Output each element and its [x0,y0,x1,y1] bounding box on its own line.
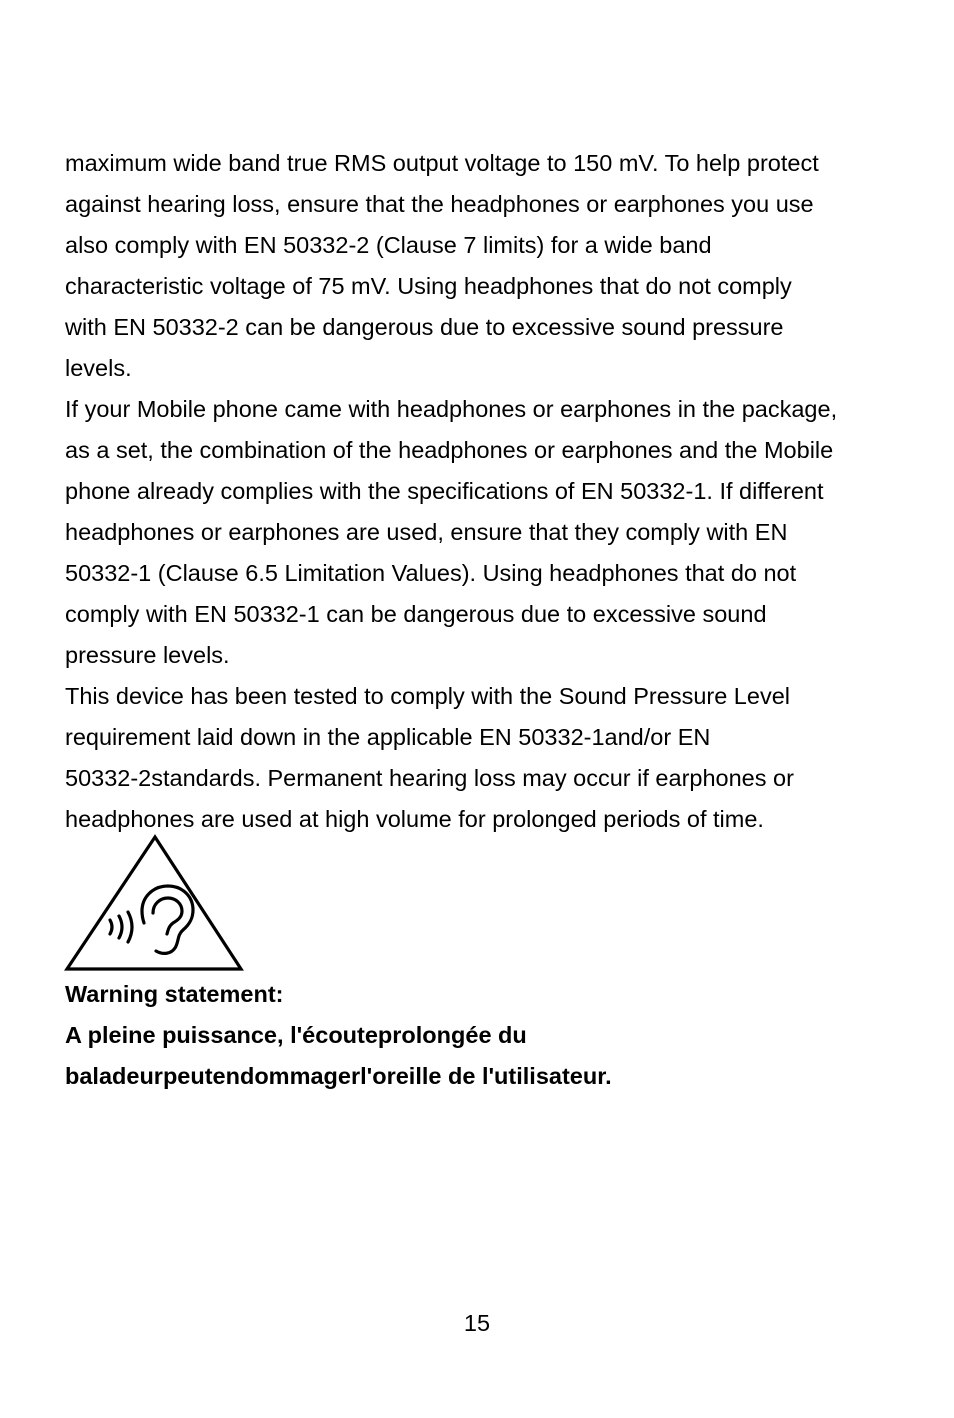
warning-line: baladeurpeutendommagerl'oreille de l'utilisateur. [65,1063,612,1089]
text-line: This device has been tested to comply with the Sound Pressure Level [65,683,790,709]
text-line: maximum wide band true RMS output voltage to 150 mV. To help protect [65,150,819,176]
text-line: comply with EN 50332-1 can be dangerous due to excessive sound [65,601,767,627]
body-text [65,143,895,840]
text-line: headphones or earphones are used, ensure that they comply with EN [65,519,788,545]
text-line: against hearing loss, ensure that the headphones or earphones you use [65,191,814,217]
text-line: levels. [65,355,132,381]
text-line: If your Mobile phone came with headphones or earphones in the package, [65,396,838,422]
text-line: phone already complies with the specifications of EN 50332-1. If different [65,478,824,504]
paragraph-sound-pressure [65,676,895,840]
text-line: as a set, the combination of the headphones or earphones and the Mobile [65,437,834,463]
warning-line: A pleine puissance, l'écouteprolongée du [65,1022,527,1048]
text-line: 50332-2standards. Permanent hearing loss may occur if earphones or [65,765,794,791]
text-line: 50332-1 (Clause 6.5 Limitation Values). Using headphones that do not [65,560,797,586]
warning-statement [65,974,895,1097]
text-line: also comply with EN 50332-2 (Clause 7 limits) for a wide band [65,232,712,258]
text-line: characteristic voltage of 75 mV. Using headphones that do not comply [65,273,792,299]
text-line: requirement laid down in the applicable EN 50332-1and/or EN [65,724,711,750]
paragraph-en-50332-1 [65,389,895,676]
hearing-warning-icon [64,834,244,972]
text-line: headphones are used at high volume for prolonged periods of time. [65,806,764,832]
text-line: with EN 50332-2 can be dangerous due to excessive sound pressure [65,314,784,340]
page-number: 15 [463,1310,491,1336]
text-line: pressure levels. [65,642,230,668]
paragraph-en-50332-2 [65,143,895,389]
warning-heading: Warning statement: [65,981,284,1007]
